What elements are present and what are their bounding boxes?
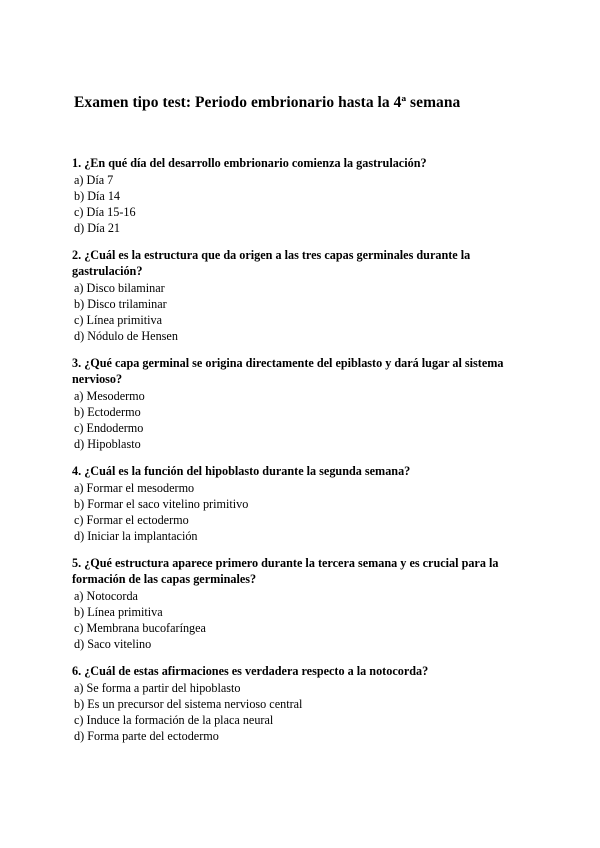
question-text: 3. ¿Qué capa germinal se origina directamente del epiblasto y dará lugar al sistema nervioso? [72, 356, 504, 386]
option-b: b) Formar el saco vitelino primitivo [74, 497, 249, 511]
option-c: c) Membrana bucofaríngea [74, 621, 206, 635]
option-c: c) Endodermo [74, 421, 144, 435]
question-text: 2. ¿Cuál es la estructura que da origen a las tres capas germinales durante la gastrulación? [72, 248, 471, 278]
question-3 [72, 355, 542, 452]
option-c: c) Día 15-16 [74, 205, 136, 219]
option-b: b) Día 14 [74, 189, 121, 203]
question-2 [72, 247, 542, 344]
option-d: d) Forma parte del ectodermo [74, 729, 219, 743]
option-b: b) Línea primitiva [74, 605, 163, 619]
question-6 [72, 663, 542, 744]
question-4 [72, 463, 542, 544]
option-c: c) Induce la formación de la placa neural [74, 713, 274, 727]
option-c: c) Formar el ectodermo [74, 513, 189, 527]
option-b: b) Disco trilaminar [74, 297, 167, 311]
option-b: b) Es un precursor del sistema nervioso central [74, 697, 303, 711]
option-c: c) Línea primitiva [74, 313, 162, 327]
option-a: a) Formar el mesodermo [74, 481, 195, 495]
question-text: 4. ¿Cuál es la función del hipoblasto durante la segunda semana? [72, 464, 411, 478]
option-a: a) Día 7 [74, 173, 114, 187]
option-d: d) Saco vitelino [74, 637, 152, 651]
option-d: d) Día 21 [74, 221, 121, 235]
option-d: d) Iniciar la implantación [74, 529, 198, 543]
exam-title: Examen tipo test: Periodo embrionario hasta la 4ª semana [74, 94, 461, 111]
option-b: b) Ectodermo [74, 405, 141, 419]
option-a: a) Mesodermo [74, 389, 145, 403]
question-5 [72, 555, 542, 652]
question-text: 5. ¿Qué estructura aparece primero durante la tercera semana y es crucial para la formación de las capas germinales? [72, 556, 499, 586]
option-d: d) Nódulo de Hensen [74, 329, 178, 343]
option-d: d) Hipoblasto [74, 437, 141, 451]
option-a: a) Se forma a partir del hipoblasto [74, 681, 241, 695]
question-text: 1. ¿En qué día del desarrollo embrionario comienza la gastrulación? [72, 156, 427, 170]
option-a: a) Disco bilaminar [74, 281, 165, 295]
question-text: 6. ¿Cuál de estas afirmaciones es verdadera respecto a la notocorda? [72, 664, 429, 678]
option-a: a) Notocorda [74, 589, 138, 603]
question-1 [72, 155, 542, 236]
